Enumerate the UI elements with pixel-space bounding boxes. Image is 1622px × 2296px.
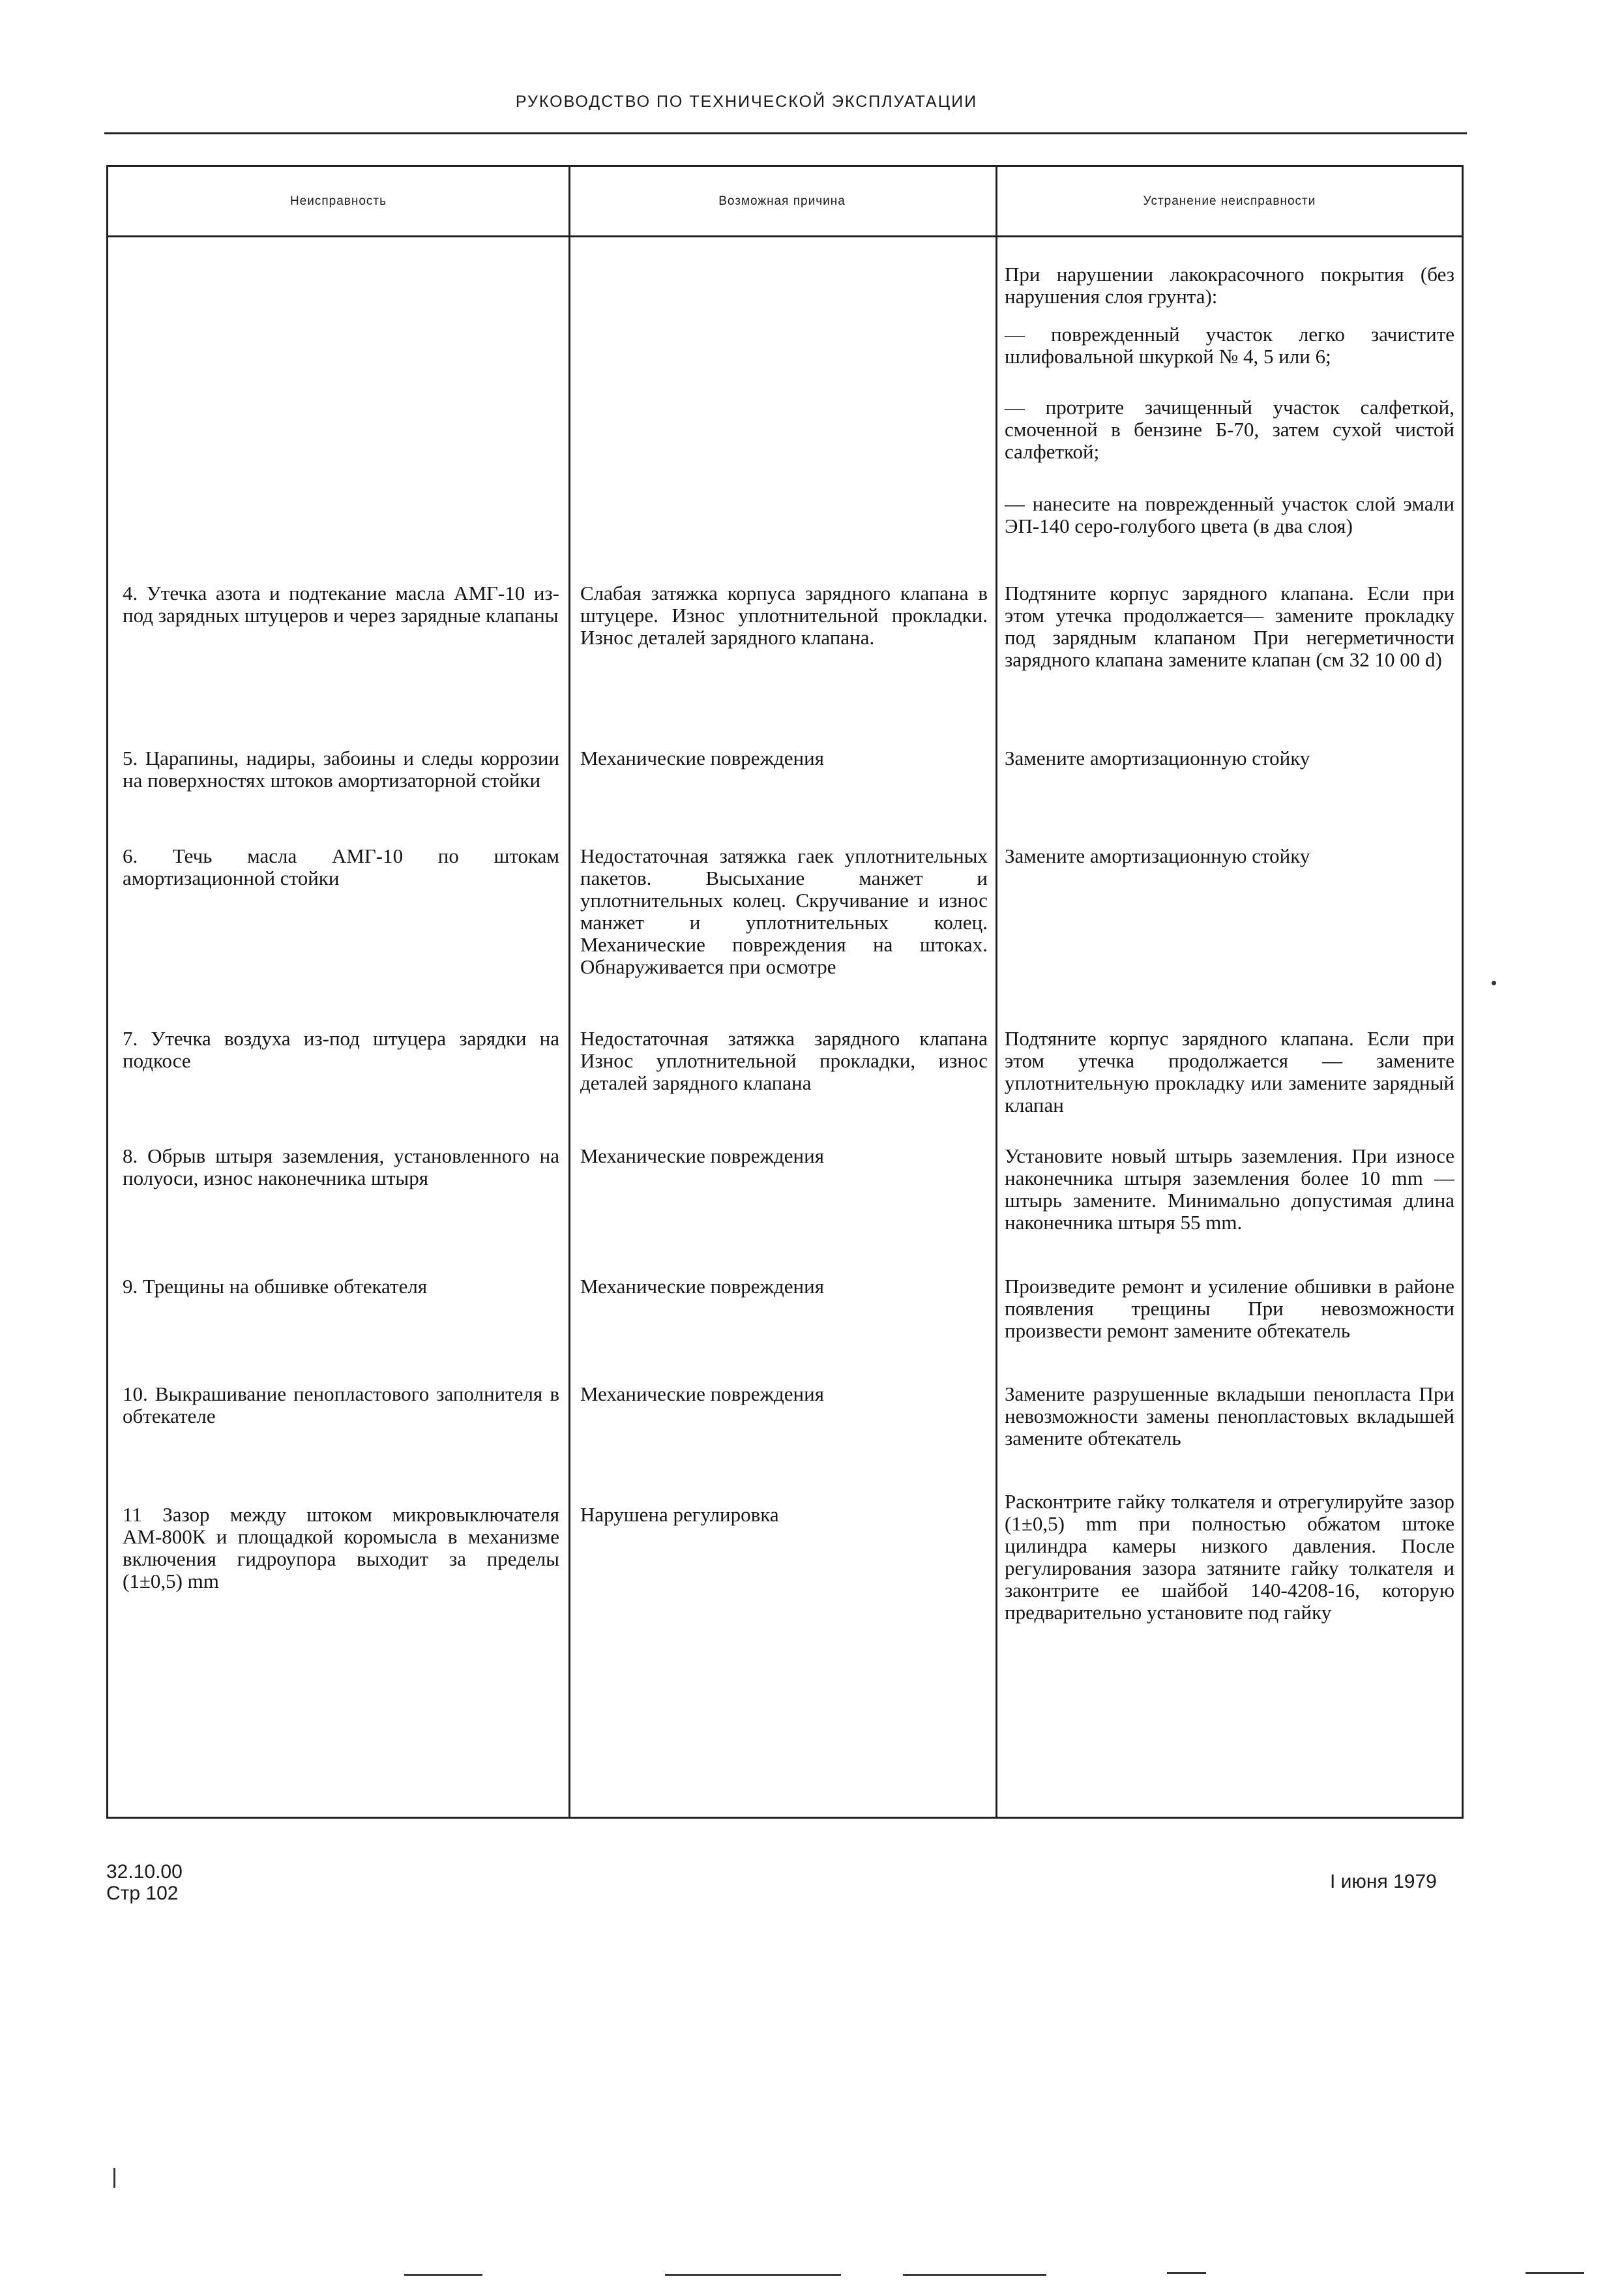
fault-cell: 9. Трещины на обшивке обтекателя [123, 1275, 428, 1298]
cause-cell: Механические повреждения [580, 1275, 824, 1298]
intro-remedy-text: При нарушении лакокрасочного покрытия (без нарушения слоя грунта): [1005, 263, 1454, 308]
remedy-cell: Замените амортизационную стойку [1005, 844, 1310, 867]
remedy-cell: Произведите ремонт и усиление обшивки в районе появления трещины При невозможности произвести ремонт замените обтекатель [1005, 1275, 1454, 1342]
column-header-cause: Возможная причина [718, 194, 846, 208]
scan-speck [1492, 981, 1496, 985]
scan-mark [404, 2274, 482, 2276]
intro-remedy-text: — протрите зачищенный участок салфеткой, смоченной в бензине Б-70, затем сухой чистой салфеткой; [1005, 396, 1454, 463]
remedy-cell: Установите новый штырь заземления. При износе наконечника штыря заземления более 10 mm — штырь замените. Минимально допустимая длина наконечника штыря 55 mm. [1005, 1144, 1454, 1234]
cause-cell: Нарушена регулировка [580, 1503, 779, 1526]
header-rule [104, 132, 1467, 134]
fault-cell: 11 Зазор между штоком микровыключателя АМ-800К и площадкой коромысла в механизме включения гидроупора выходит за пределы (1±0,5) mm [123, 1503, 559, 1592]
column-header-fault: Неисправность [289, 194, 387, 208]
column-divider [995, 167, 997, 1817]
remedy-cell: Замените разрушенные вкладыши пенопласта При невозможности замены пенопластовых вкладышей замените обтекатель [1005, 1382, 1454, 1450]
scan-mark [113, 2168, 115, 2188]
cause-cell: Механические повреждения [580, 1382, 824, 1405]
footer-section-number: 32.10.00 [106, 1861, 183, 1883]
fault-cell: 5. Царапины, надиры, забоины и следы коррозии на поверхностях штоков амортизаторной стойки [123, 747, 559, 792]
intro-remedy-text: — поврежденный участок легко зачистите шлифовальной шкуркой № 4, 5 или 6; [1005, 323, 1454, 368]
scan-mark [1167, 2272, 1206, 2274]
fault-cell: 7. Утечка воздуха из-под штуцера зарядки на подкосе [123, 1027, 559, 1072]
page-header-title: РУКОВОДСТВО ПО ТЕХНИЧЕСКОЙ ЭКСПЛУАТАЦИИ [515, 93, 978, 111]
fault-cell: 8. Обрыв штыря заземления, установленного на полуоси, износ наконечника штыря [123, 1144, 559, 1189]
fault-cell: 10. Выкрашивание пенопластового заполнителя в обтекателе [123, 1382, 559, 1427]
cause-cell: Недостаточная затяжка гаек уплотнительных пакетов. Высыхание манжет и уплотнительных колец. Скручивание и износ манжет и уплотнительных колец. Механические повреждения на штоках. Обнаруживается при осмотре [580, 844, 988, 978]
header-row-rule [108, 235, 1462, 237]
scan-mark [1526, 2272, 1584, 2274]
scan-mark [665, 2274, 841, 2276]
cause-cell: Недостаточная затяжка зарядного клапана Износ уплотнительной прокладки, износ деталей зарядного клапана [580, 1027, 988, 1094]
cause-cell: Механические повреждения [580, 747, 824, 769]
intro-remedy-text: — нанесите на поврежденный участок слой эмали ЭП-140 серо-голубого цвета (в два слоя) [1005, 492, 1454, 537]
troubleshooting-table [106, 165, 1464, 1819]
remedy-cell: Замените амортизационную стойку [1005, 747, 1310, 769]
remedy-cell: Расконтрите гайку толкателя и отрегулируйте зазор (1±0,5) mm при полностью обжатом штоке цилиндра камеры низкого давления. После регулирования зазора затяните гайку толкателя и законтрите ее шайбой 140-4208-16, которую предварительно установите под гайку [1005, 1490, 1454, 1624]
column-header-remedy: Устранение неисправности [1143, 194, 1316, 208]
cause-cell: Слабая затяжка корпуса зарядного клапана в штуцере. Износ уплотнительной прокладки. Износ деталей зарядного клапана. [580, 582, 988, 649]
footer-page-number: Стр 102 [106, 1883, 179, 1904]
fault-cell: 6. Течь масла АМГ-10 по штокам амортизационной стойки [123, 844, 559, 889]
remedy-cell: Подтяните корпус зарядного клапана. Если при этом утечка продолжается— замените прокладку под зарядным клапаном При негерметичности зарядного клапана замените клапан (см 32 10 00 d) [1005, 582, 1454, 671]
footer-date: I июня 1979 [1330, 1871, 1437, 1892]
column-divider [568, 167, 570, 1817]
scan-mark [903, 2274, 1046, 2276]
cause-cell: Механические повреждения [580, 1144, 824, 1167]
remedy-cell: Подтяните корпус зарядного клапана. Если при этом утечка продолжается — замените уплотнительную прокладку или замените зарядный клапан [1005, 1027, 1454, 1116]
fault-cell: 4. Утечка азота и подтекание масла АМГ-10 из-под зарядных штуцеров и через зарядные клапаны [123, 582, 559, 627]
